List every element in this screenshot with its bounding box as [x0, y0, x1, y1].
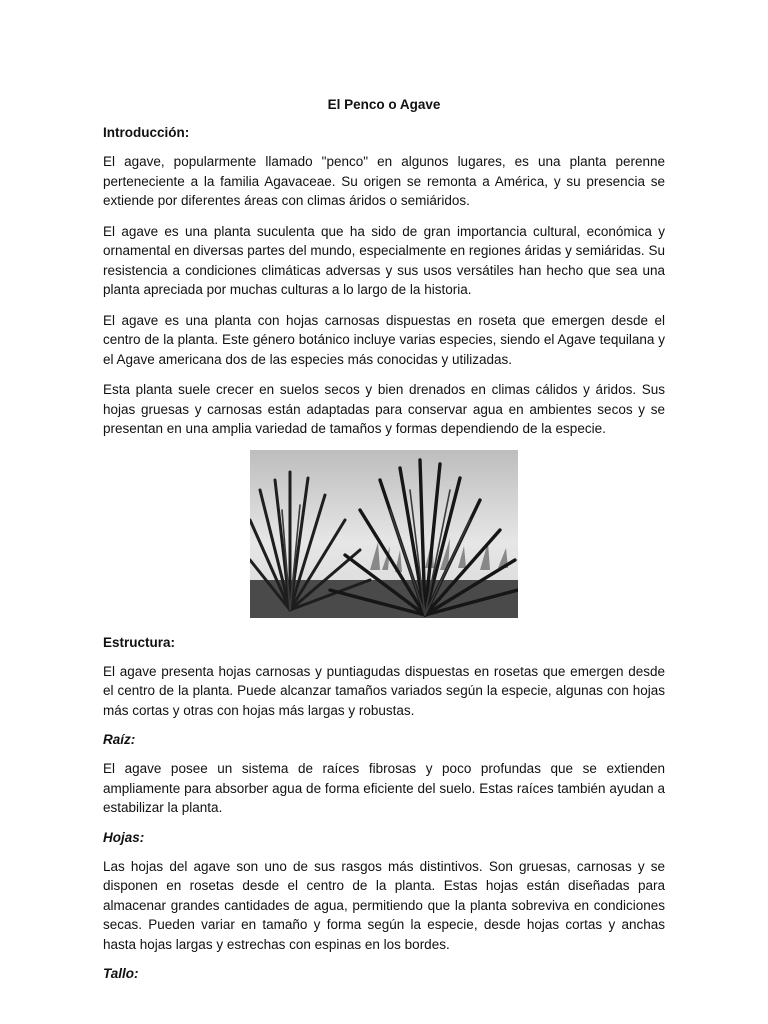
estructura-paragraph: El agave presenta hojas carnosas y puntiagudas dispuestas en rosetas que emergen desde el centro de la planta. Puede alcanzar tamaños variados según la especie, algunas con hojas más cortas y otras con hojas más largas y robustas.	[103, 663, 665, 718]
document-title: El Penco o Agave	[327, 97, 441, 112]
intro-paragraph-3: El agave es una planta con hojas carnosas dispuestas en roseta que emergen desde el centro de la planta. Este género botánico incluye varias especies, siendo el Agave tequilana y el Agave americana dos de las especies más conocidas y utilizadas.	[103, 312, 665, 367]
intro-paragraph-2: El agave es una planta suculenta que ha sido de gran importancia cultural, económica y ornamental en diversas partes del mundo, especialmente en regiones áridas y semiáridas. Su resistencia a condiciones climáticas adversas y sus usos versátiles han hecho que sea una planta apreciada por muchas culturas a lo largo de la historia.	[103, 223, 665, 297]
intro-paragraph-4: Esta planta suele crecer en suelos secos y bien drenados en climas cálidos y áridos. Sus hojas gruesas y carnosas están adaptadas para conservar agua en ambientes secos y se presentan en una amplia variedad de tamaños y formas dependiendo de la especie.	[103, 382, 665, 436]
raiz-paragraph: El agave posee un sistema de raíces fibrosas y poco profundas que se extienden ampliamente para absorber agua de forma eficiente del suelo. Estas raíces también ayudan a estabilizar la planta.	[103, 761, 665, 815]
intro-paragraph-1: El agave, popularmente llamado "penco" en algunos lugares, es una planta perenne perteneciente a la familia Agavaceae. Su origen se remonta a América, y su presencia se extiende por diferentes áreas con climas áridos o semiáridos.	[103, 154, 665, 208]
section-heading-estructura: Estructura:	[103, 634, 176, 650]
section-heading-tallo: Tallo:	[103, 966, 139, 981]
section-heading-raiz: Raíz:	[103, 732, 136, 747]
section-heading-hojas: Hojas:	[103, 829, 145, 845]
hojas-paragraph: Las hojas del agave son uno de sus rasgos más distintivos. Son gruesas, carnosas y se disponen en rosetas desde el centro de la planta. Estas hojas están diseñadas para almacenar grandes cantidades de agua, permitiendo que la planta sobreviva en condiciones secas. Pueden variar en tamaño y forma según la especie, desde hojas cortas y anchas hasta hojas largas y estrechas con espinas en los bordes.	[103, 858, 665, 952]
agave-photo	[250, 450, 518, 618]
section-heading-introduccion: Introducción:	[103, 125, 190, 140]
